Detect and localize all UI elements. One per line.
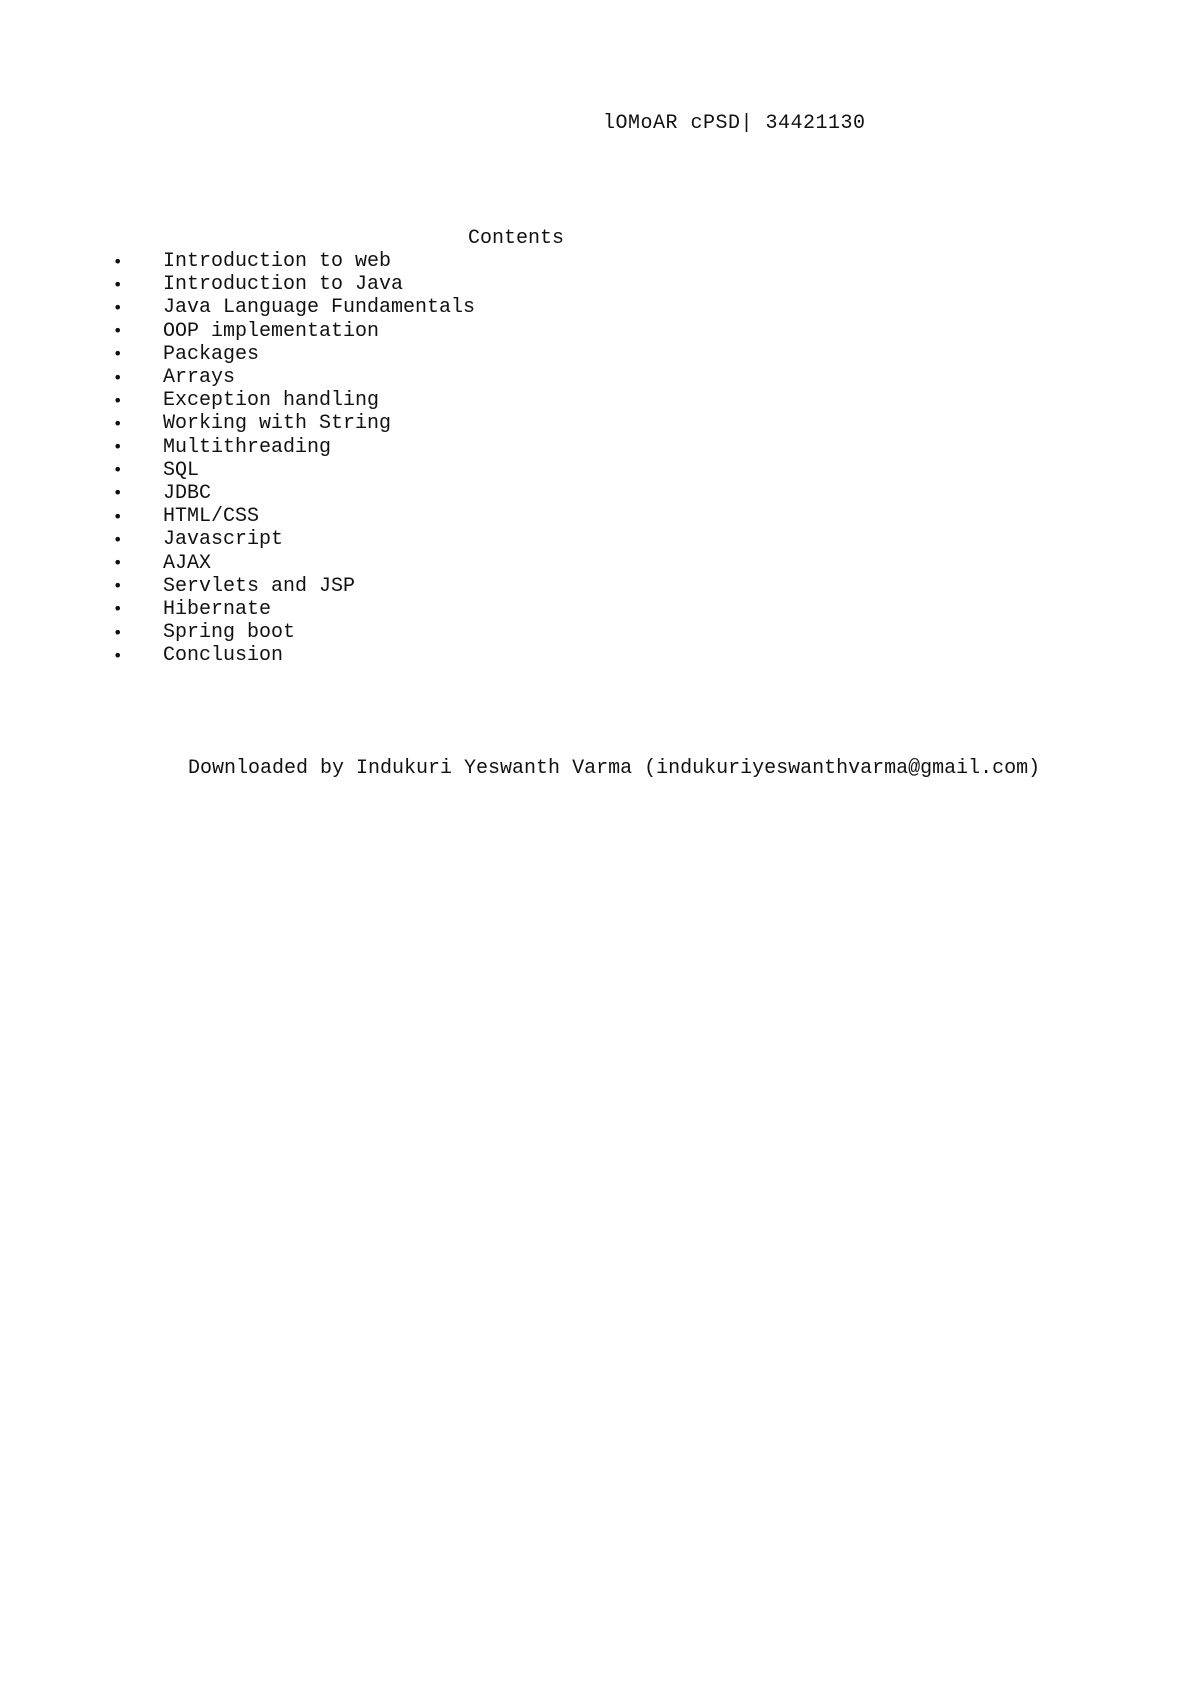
list-item — [113, 389, 475, 412]
list-item-label: Working with String — [163, 412, 392, 436]
list-item — [113, 621, 475, 644]
bullet-icon: • — [113, 344, 123, 364]
list-item-label: Spring boot — [163, 621, 296, 645]
list-item-label: Introduction to web — [163, 250, 392, 274]
bullet-icon: • — [113, 413, 123, 433]
download-attribution: Downloaded by Indukuri Yeswanth Varma (indukuriyeswanthvarma@gmail.com) — [188, 757, 1041, 780]
list-item — [113, 459, 475, 482]
list-item-label: Hibernate — [163, 597, 272, 621]
list-item — [113, 366, 475, 389]
list-item-label: Arrays — [163, 366, 236, 390]
document-id: lOMoAR cPSD| 34421130 — [603, 112, 866, 135]
bullet-icon: • — [113, 321, 123, 341]
bullet-icon: • — [113, 506, 123, 526]
list-item — [113, 436, 475, 459]
list-item — [113, 343, 475, 366]
list-item-label: Packages — [163, 342, 260, 366]
bullet-icon: • — [113, 367, 123, 387]
contents-title: Contents — [468, 227, 565, 250]
bullet-icon: • — [113, 529, 123, 549]
list-item-label: JDBC — [163, 481, 212, 505]
list-item — [113, 412, 475, 435]
list-item — [113, 551, 475, 574]
list-item — [113, 273, 475, 296]
bullet-icon: • — [113, 297, 123, 317]
bullet-icon: • — [113, 576, 123, 596]
list-item-label: Introduction to Java — [163, 273, 404, 297]
list-item-label: SQL — [163, 458, 200, 482]
bullet-icon: • — [113, 274, 123, 294]
list-item-label: Servlets and JSP — [163, 574, 356, 598]
contents-list — [113, 250, 475, 667]
list-item — [113, 320, 475, 343]
bullet-icon: • — [113, 622, 123, 642]
bullet-icon: • — [113, 553, 123, 573]
list-item-label: Exception handling — [163, 389, 380, 413]
bullet-icon: • — [113, 437, 123, 457]
list-item — [113, 644, 475, 667]
bullet-icon: • — [113, 645, 123, 665]
list-item-label: Javascript — [163, 528, 284, 552]
bullet-icon: • — [113, 460, 123, 480]
list-item-label: HTML/CSS — [163, 505, 260, 529]
list-item — [113, 482, 475, 505]
list-item — [113, 505, 475, 528]
list-item-label: Conclusion — [163, 644, 284, 668]
list-item-label: Multithreading — [163, 435, 332, 459]
list-item-label: AJAX — [163, 551, 212, 575]
bullet-icon: • — [113, 483, 123, 503]
bullet-icon: • — [113, 251, 123, 271]
list-item — [113, 528, 475, 551]
bullet-icon: • — [113, 390, 123, 410]
list-item-label: Java Language Fundamentals — [163, 296, 476, 320]
list-item — [113, 296, 475, 319]
list-item — [113, 250, 475, 273]
bullet-icon: • — [113, 599, 123, 619]
list-item-label: OOP implementation — [163, 319, 380, 343]
list-item — [113, 575, 475, 598]
list-item — [113, 598, 475, 621]
